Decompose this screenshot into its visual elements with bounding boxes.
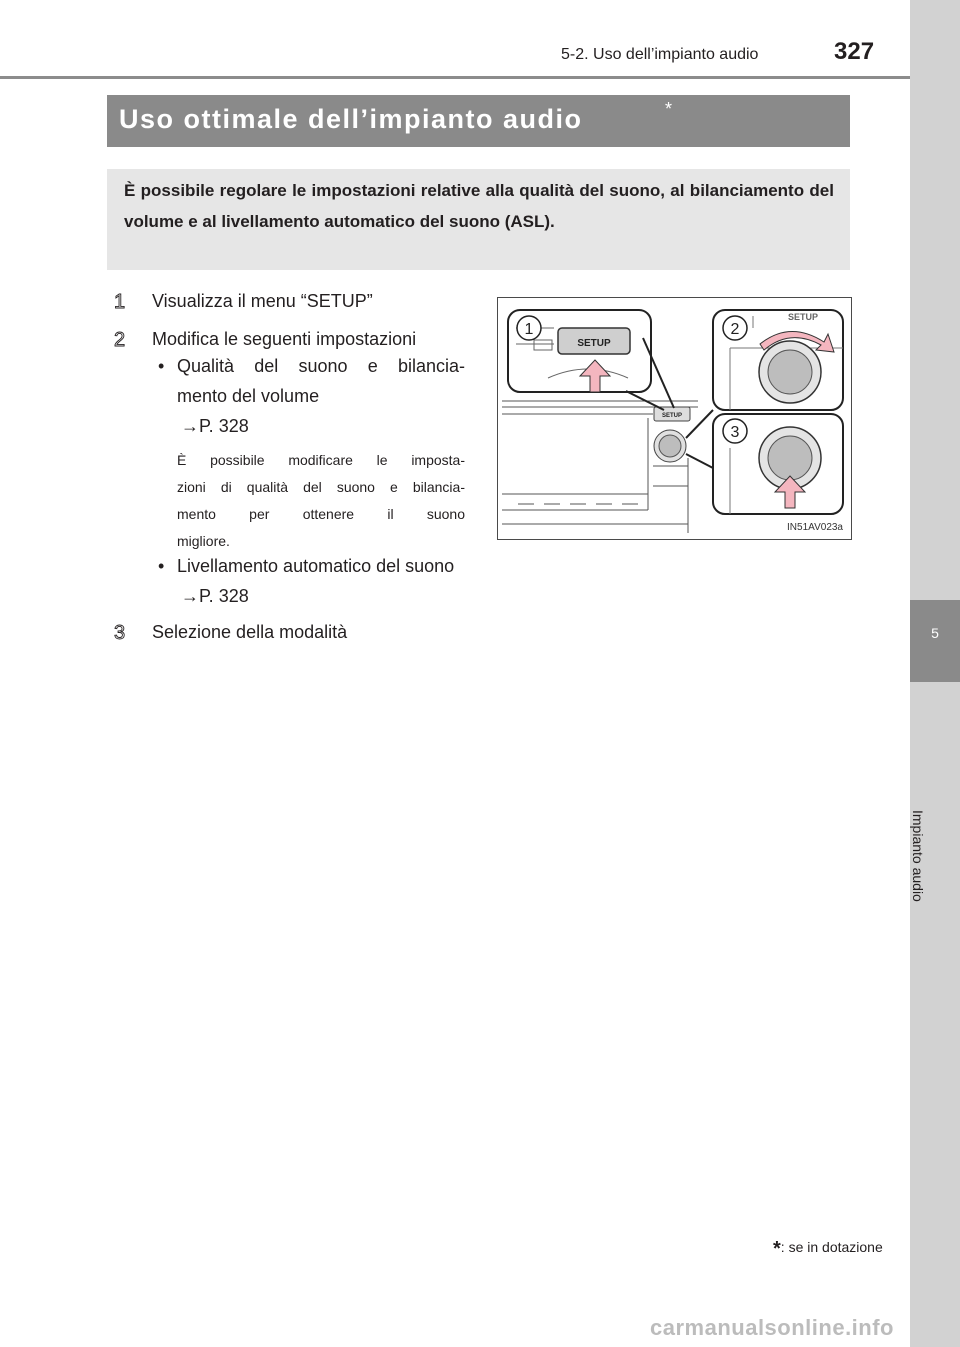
svg-text:2: 2	[730, 321, 740, 338]
figure-code: IN51AV023a	[787, 522, 843, 533]
asterisk-icon: *	[665, 99, 673, 119]
chapter-sidebar-top	[910, 0, 960, 600]
asterisk-icon: *	[773, 1238, 781, 1260]
svg-text:3: 3	[730, 424, 740, 441]
step-1-digit: 1	[114, 291, 126, 313]
footnote	[773, 1238, 883, 1261]
chapter-tab[interactable]	[910, 600, 960, 682]
step-1-number	[112, 289, 142, 315]
setup-button-label: SETUP	[577, 338, 611, 349]
intro-box	[107, 169, 850, 270]
svg-text:1: 1	[524, 321, 534, 338]
audio-unit-illustration	[497, 297, 852, 540]
bullet-2-line1: Livellamento automatico del suono	[177, 556, 455, 576]
bullet-dot: •	[158, 556, 165, 576]
intro-text: È possibile regolare le impostazioni relative alla qualità del suono, al bilanciamento del volume e al livellamento automatico del suono (ASL).	[124, 181, 834, 231]
chapter-sidebar-bottom	[910, 682, 960, 1347]
bullet-1-line2: mento del volume	[177, 386, 320, 406]
section-title: Uso ottimale dell’impianto audio	[119, 104, 583, 134]
page-number: 327	[834, 38, 875, 65]
bullet-1-note-line3: mento per ottenere il suono	[177, 506, 465, 522]
bullet-1-ref: →P. 328	[181, 416, 249, 436]
bullet-1-note-line4: migliore.	[177, 533, 230, 549]
step-2-number	[112, 327, 142, 353]
step-2-text: Modifica le seguenti impostazioni	[152, 329, 417, 349]
step-3-digit: 3	[114, 622, 126, 644]
step-1-text: Visualizza il menu “SETUP”	[152, 291, 373, 311]
chapter-label: Impianto audio	[910, 810, 926, 902]
footnote-text: : se in dotazione	[780, 1239, 883, 1255]
bullet-2-ref: →P. 328	[181, 586, 249, 606]
step-2-digit: 2	[114, 329, 126, 351]
watermark: carmanualsonline.info	[650, 1315, 894, 1340]
bullet-dot: •	[158, 356, 165, 376]
section-title-bar	[107, 95, 850, 147]
step-3-number	[112, 620, 142, 646]
chapter-number: 5	[931, 625, 939, 641]
unit-setup-label: SETUP	[661, 413, 683, 419]
svg-text:SETUP: SETUP	[788, 312, 819, 322]
running-header-section: 5-2. Uso dell’impianto audio	[561, 46, 759, 63]
illustration-svg	[498, 298, 851, 539]
step-3-text: Selezione della modalità	[152, 622, 348, 642]
header-rule	[0, 76, 960, 79]
bullet-1-note-line2: zioni di qualità del suono e bilancia-	[177, 479, 465, 495]
bullet-1-line1: Qualità del suono e bilancia-	[177, 356, 465, 376]
bullet-1-note-line1: È possibile modificare le imposta-	[177, 452, 465, 468]
